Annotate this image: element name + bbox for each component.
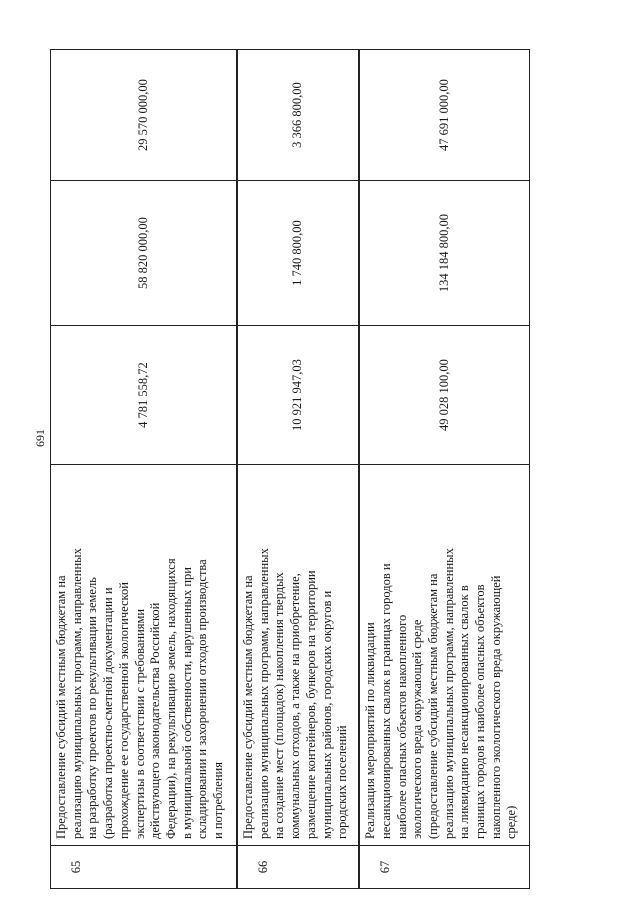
row-description [359,465,529,846]
description-line: наиболее опасных объектов накопленного [394,614,409,839]
description-line: Федерации), на рекультивацию земель, находящихся [163,558,178,839]
amount-cell: 58 820 000,00 [51,181,238,326]
description-line: муниципальных районов, городских округов и [319,590,334,839]
amount-cell: 134 184 800,00 [359,181,529,326]
description-line: на создание мест (площадок) накопления твердых [272,572,287,839]
page-number: 691 [33,429,47,447]
description-line: экологического вреда окружающей среде [410,619,425,839]
description-line: на разработку проектов по рекультивации земель [85,577,100,839]
description-line: Предоставление субсидий местным бюджетам на [54,575,68,839]
budget-table [50,49,530,889]
amount-cell: 49 028 100,00 [359,326,529,465]
description-line: (предоставление субсидий местным бюджетам на [425,573,440,839]
amount-cell: 47 691 000,00 [359,50,529,181]
description-line: городских поселений [335,725,350,839]
description-line: размещение контейнеров, бункеров на территории [303,570,318,839]
description-line: в муниципальной собственности, нарушенных при [179,567,194,839]
description-line: реализацию муниципальных программ, направленных [441,548,456,839]
table-row [51,50,238,889]
description-line: действующего законодательства Российской [148,602,163,839]
description-line: прохождение ее государственной экологической [116,582,131,839]
row-description [237,465,359,846]
description-line: складировании и захоронении отходов производства [195,559,210,839]
amount-cell: 29 570 000,00 [51,50,238,181]
row-number: 65 [51,846,238,889]
description-line: среде) [504,805,519,839]
amount-cell: 4 781 558,72 [51,326,238,465]
description-line: и потребления [211,762,226,839]
row-number: 66 [237,846,359,889]
row-number: 67 [359,846,529,889]
amount-cell: 1 740 800,00 [237,181,359,326]
description-line: реализацию муниципальных программ, направленных [69,548,84,839]
amount-cell: 3 366 800,00 [237,50,359,181]
description-line: несанкционированных свалок в границах городов и [378,563,393,839]
description-line: экспертизы в соответствии с требованиями [132,608,147,839]
description-line: коммунальных отходов, а также на приобретение, [288,573,303,839]
description-line: (разработка проектно-сметной документации и [101,587,116,839]
description-line: реализацию муниципальных программ, направленных [256,548,271,839]
description-line: на ликвидацию несанкционированных свалок в [457,585,472,839]
amount-cell: 10 921 947,03 [237,326,359,465]
table-row [237,50,359,889]
budget-table-rotated [50,49,530,889]
description-line: накопленного экологического вреда окружающей [488,575,503,839]
description-line: Предоставление субсидий местным бюджетам на [241,575,256,839]
table-row [359,50,529,889]
row-description [51,465,238,846]
description-line: границах городов и наиболее опасных объектов [473,584,488,839]
description-line: Реализация мероприятий по ликвидации [363,622,378,839]
